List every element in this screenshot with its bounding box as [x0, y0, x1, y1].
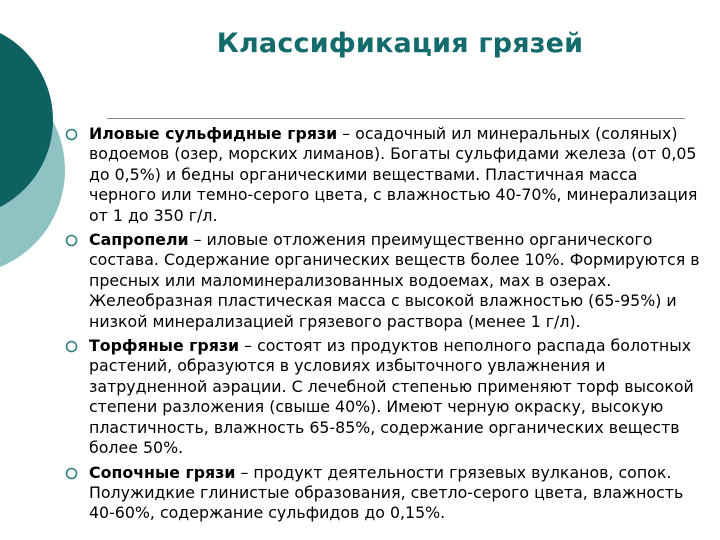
hollow-circle-bullet-icon: [65, 128, 78, 141]
hollow-circle-bullet-icon: [65, 467, 78, 480]
item-description: – иловые отложения преимущественно органического состава. Содержание органических веществ более 10%. Формируются в пресных или маломинерализованных водоемах, мах в озерах. Желеобразная пластическая масса с высокой влажностью (65-95%) и низкой минерализацией грязевого раствора (менее 1 г/л).: [89, 230, 700, 331]
item-term: Сапропели: [89, 230, 189, 250]
list-item-silt-sulfide-mud: [62, 124, 702, 226]
item-description: – продукт деятельности грязевых вулканов, сопок. Полужидкие глинистые образования, светло-серого цвета, влажность 40-60%, содержание сульфидов до 0,15%.: [89, 462, 684, 523]
item-term: Иловые сульфидные грязи: [89, 124, 338, 143]
list-item-peat-mud: [62, 336, 702, 458]
item-description: – осадочный ил минеральных (соляных) водоемов (озер, морских лиманов). Богаты сульфидами железа (от 0,05 до 0,5%) и бедны органическими веществами. Пластичная масса черного или темно-серого цвета, с влажностью 40-70%, минерализация от 1 до 350 г/л.: [89, 124, 698, 225]
list-item-volcanic-mud: [62, 463, 702, 524]
item-description: – состоят из продуктов неполного распада болотных растений, образуются в условиях избыточного увлажнения и затрудненной аэрации. С лечебной степенью применяют торф высокой степени разложения (свыше 40%). Имеют черную окраску, высокую пластичность, влажность 65-85%, содержание органических веществ более 50%.: [89, 336, 694, 458]
item-term: Сопочные грязи: [89, 462, 236, 482]
slide-title: Классификация грязей: [216, 28, 584, 59]
title-divider: [107, 118, 685, 119]
list-item-sapropel: [62, 230, 702, 332]
item-term: Торфяные грязи: [89, 336, 240, 356]
classification-list: [62, 124, 702, 528]
hollow-circle-bullet-icon: [65, 340, 78, 353]
hollow-circle-bullet-icon: [65, 234, 78, 247]
